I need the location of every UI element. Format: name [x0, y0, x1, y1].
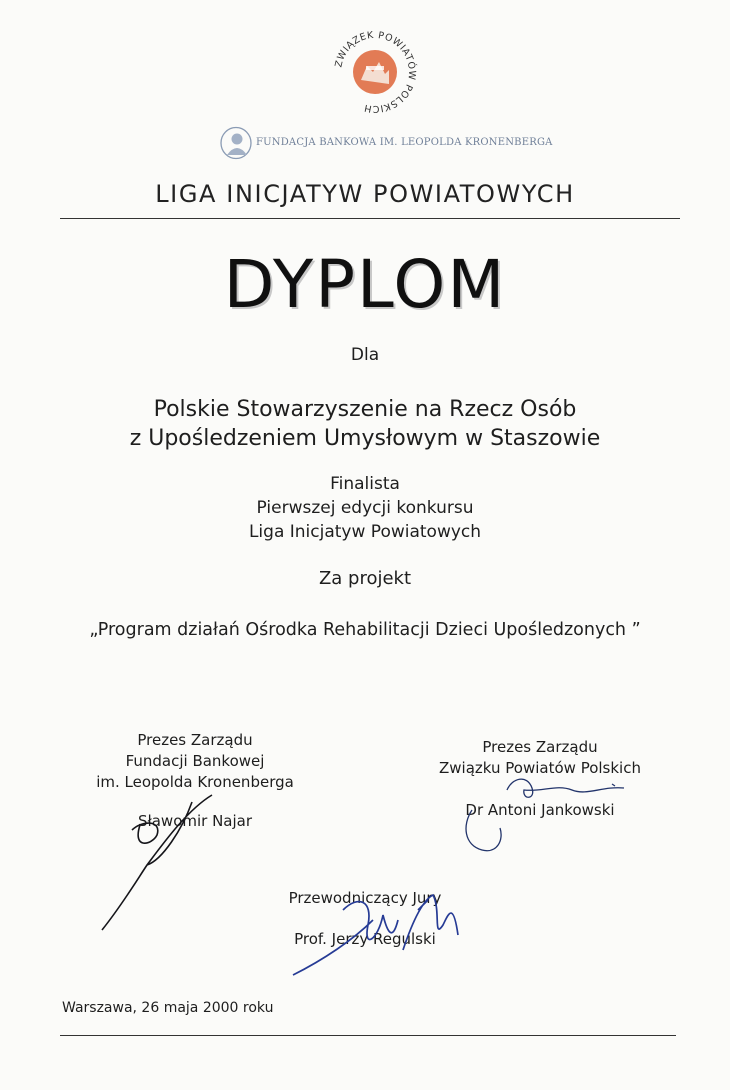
- right-signatory-line-2: Związku Powiatów Polskich: [439, 759, 641, 777]
- left-signatory-title: [80, 730, 310, 793]
- document-title: DYPLOM: [223, 246, 507, 323]
- organization-name: [0, 395, 730, 453]
- union-logo-ring-text: ZWIĄZEK POWIATÓW POLSKICH: [333, 29, 418, 115]
- finalist-line-2: Pierwszej edycji konkursu: [256, 498, 474, 518]
- league-title: LIGA INICJATYW POWIATOWYCH: [155, 180, 575, 208]
- project-name: „Program działań Ośrodka Rehabilitacji Dzieci Upośledzonych ”: [89, 620, 641, 640]
- organization-line-2: z Upośledzeniem Umysłowym w Staszowie: [129, 426, 601, 451]
- union-logo: [325, 22, 425, 122]
- organization-line-1: Polskie Stowarzyszenie na Rzecz Osób: [153, 397, 577, 422]
- right-signatory-title: [405, 737, 675, 779]
- left-signatory-name: Sławomir Najar: [137, 812, 253, 830]
- bottom-divider: [60, 1035, 676, 1036]
- for-label: Dla: [350, 345, 380, 365]
- foundation-logo: [218, 126, 553, 160]
- right-signatory-name: Dr Antoni Jankowski: [465, 801, 615, 819]
- foundation-portrait-icon: [218, 126, 254, 160]
- left-signatory-line-3: im. Leopolda Kronenberga: [96, 773, 294, 791]
- left-signatory-line-1: Prezes Zarządu: [137, 731, 253, 749]
- jury-chair-name: Prof. Jerzy Regulski: [294, 930, 436, 948]
- finalist-line-3: Liga Inicjatyw Powiatowych: [248, 522, 482, 542]
- top-divider: [60, 218, 680, 219]
- project-label: Za projekt: [318, 568, 412, 589]
- right-signatory-line-1: Prezes Zarządu: [482, 738, 598, 756]
- place-date: Warszawa, 26 maja 2000 roku: [62, 1000, 274, 1016]
- left-signatory-line-2: Fundacji Bankowej: [125, 752, 265, 770]
- jury-title: Przewodniczący Jury: [288, 889, 442, 907]
- finalist-block: [0, 472, 730, 544]
- foundation-name: FUNDACJA BANKOWA IM. LEOPOLDA KRONENBERGA: [256, 137, 553, 148]
- finalist-line-1: Finalista: [330, 474, 400, 494]
